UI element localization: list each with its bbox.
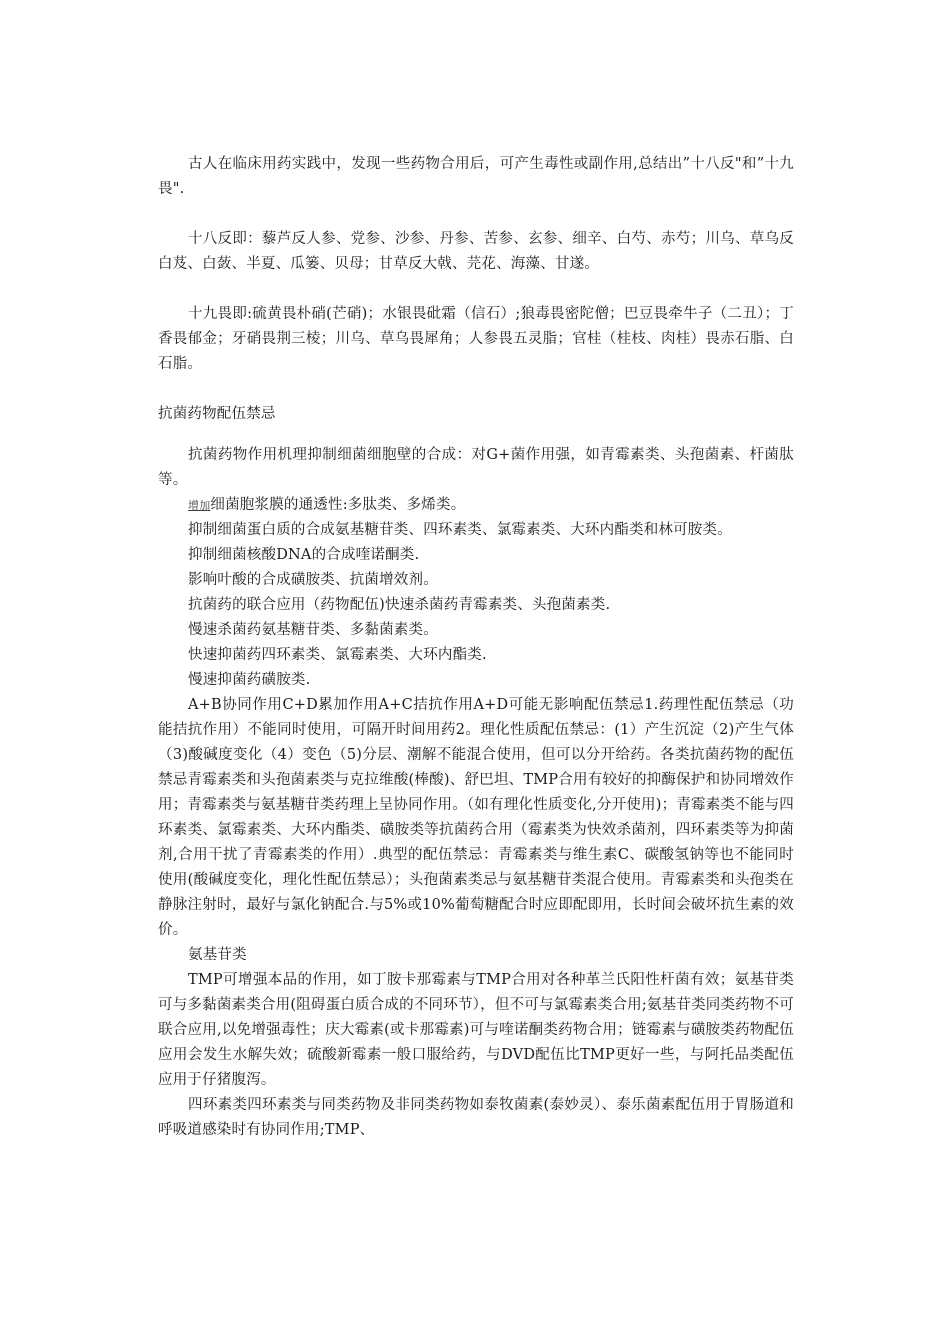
- paragraph-aminoglycoside-details: TMP可增强本品的作用，如丁胺卡那霉素与TMP合用对各种革兰氏阳性杆菌有效；氨基苷类可与多黏菌素类合用(阻碍蛋白质合成的不同环节），但不可与氯霉素类合用;氨基苷类同类药物不可联合应用,以免增强毒性；庆大霉素(或卡那霉素)可与喹诺酮类药物合用；链霉素与磺胺类药物配伍应用会发生水解失效；硫酸新霉素一般口服给药，与DVD配伍比TMP更好一些，与阿托品类配伍应用于仔猪腹泻。: [158, 972, 794, 1088]
- document-body: [158, 152, 794, 1143]
- paragraph-eighteen-incompatibilities: 十八反即：藜芦反人参、党参、沙参、丹参、苦参、玄参、细辛、白芍、赤芍；川乌、草乌反白芨、白蔹、半夏、瓜篓、贝母；甘草反大戟、芫花、海藻、甘遂。: [158, 231, 794, 272]
- paragraph-combination: 抗菌药的联合应用（药物配伍)快速杀菌药青霉素类、头孢菌素类.: [188, 597, 611, 613]
- paragraph-folic-acid: 影响叶酸的合成磺胺类、抗菌增效剂。: [188, 572, 438, 588]
- paragraph-slow-bactericidal: 慢速杀菌药氨基糖苷类、多黏菌素类。: [188, 622, 438, 638]
- paragraph-intro: 古人在临床用药实践中，发现一些药物合用后，可产生毒性或副作用,总结出”十八反"和”十九畏".: [158, 156, 794, 197]
- paragraph-nucleic-acid: 抑制细菌核酸DNA的合成喹诺酮类.: [188, 547, 420, 563]
- paragraph-membrane: [158, 493, 794, 518]
- paragraph-protein-synthesis: 抑制细菌蛋白质的合成氨基糖苷类、四环素类、氯霉素类、大环内酯类和林可胺类。: [188, 522, 732, 538]
- paragraph-membrane-label: 增加: [188, 499, 211, 512]
- section-heading-antibacterial: 抗菌药物配伍禁忌: [158, 406, 276, 422]
- paragraph-cell-wall: 抗菌药物作用机理抑制细菌细胞壁的合成：对G+菌作用强，如青霉素类、头孢菌素、杆菌肽等。: [158, 447, 794, 488]
- paragraph-membrane-text: 细菌胞浆膜的通透性:多肽类、多烯类。: [210, 497, 466, 513]
- paragraph-fast-bacteriostatic: 快速抑菌药四环素类、氯霉素类、大环内酯类.: [188, 647, 487, 663]
- paragraph-slow-bacteriostatic: 慢速抑菌药磺胺类.: [188, 672, 311, 688]
- paragraph-incompatibility-details: A+B协同作用C+D累加作用A+C拮抗作用A+D可能无影响配伍禁忌1.药理性配伍禁忌（功能拮抗作用）不能同时使用，可隔开时间用药2。理化性质配伍禁忌：(1）产生沉淀（2)产生气体（3)酸碱度变化（4）变色（5)分层、潮解不能混合使用，但可以分开给药。各类抗菌药物的配伍禁忌青霉素类和头孢菌素类与克拉维酸(棒酸)、舒巴坦、TMP合用有较好的抑酶保护和协同增效作用；青霉素类与氨基糖苷类药理上呈协同作用。（如有理化性质变化,分开使用)；青霉素类不能与四环素类、氯霉素类、大环内酯类、磺胺类等抗菌药合用（霉素类为快效杀菌剂，四环素类等为抑菌剂,合用干扰了青霉素类的作用）.典型的配伍禁忌：青霉素类与维生素C、碳酸氢钠等也不能同时使用(酸碱度变化，理化性配伍禁忌）；头孢菌素类忌与氨基糖苷类混合使用。青霉素类和头孢类在静脉注射时，最好与氯化钠配合.与5%或10%葡萄糖配合时应即配即用，长时间会破坏抗生素的效价。: [158, 697, 794, 938]
- paragraph-tetracycline: 四环素类四环素类与同类药物及非同类药物如泰牧菌素(泰妙灵）、泰乐菌素配伍用于胃肠道和呼吸道感染时有协同作用;TMP、: [158, 1097, 794, 1138]
- paragraph-aminoglycoside-heading: 氨基苷类: [188, 947, 247, 963]
- paragraph-nineteen-antagonisms: 十九畏即:硫黄畏朴硝(芒硝)；水银畏砒霜（信石）;狼毒畏密陀僧；巴豆畏牵牛子（二丑）；丁香畏郁金；牙硝畏荆三棱；川乌、草乌畏犀角；人参畏五灵脂；官桂（桂枝、肉桂）畏赤石脂、白石脂。: [158, 306, 794, 372]
